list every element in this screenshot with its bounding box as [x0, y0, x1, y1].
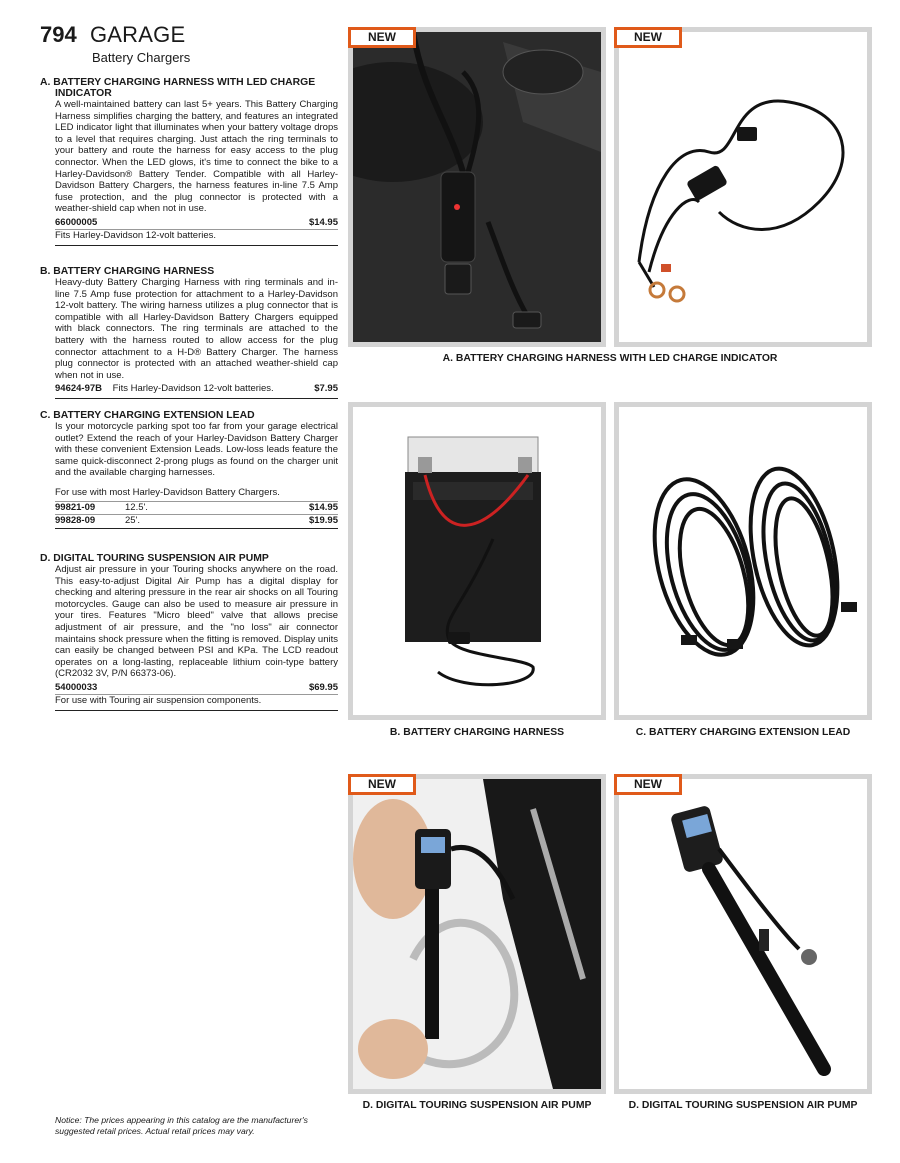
photo-a-product-image [619, 32, 867, 342]
product-c-row-1 [55, 502, 338, 514]
photo-a-product [614, 27, 872, 347]
product-b-description: Heavy-duty Battery Charging Harness with ring terminals and in-line 7.5 Amp fuse protection for attachment to a Harley-Davidson 12-volt battery. The wiring harness utilizes a plug connector that is compatible with all Harley-Davidson Battery Chargers equipped with black connectors. The ring terminals are attached to the battery with the harness routed to allow access for the plug connector attachment to a H-D® Battery Charger. The harness plug connector is protected with an attached weather-shield cap when not in use. [55, 277, 338, 381]
product-b [40, 266, 338, 399]
product-a-title [40, 77, 338, 99]
new-badge: NEW [614, 774, 682, 795]
price: $19.95 [308, 514, 338, 526]
harness-led-illustration [619, 32, 867, 342]
product-c-row-2 [55, 515, 338, 527]
price: $7.95 [314, 383, 338, 395]
caption-d1: D. DIGITAL TOURING SUSPENSION AIR PUMP [362, 1100, 592, 1111]
photo-d-in-use [348, 774, 606, 1094]
part-number: 66000005 [55, 216, 98, 228]
product-d-title-line1: DIGITAL TOURING SUSPENSION AIR PUMP [53, 553, 269, 564]
product-c-letter: C. [40, 410, 51, 421]
photo-b [348, 402, 606, 720]
product-a-title-line1: BATTERY CHARGING HARNESS WITH LED CHARGE [53, 77, 316, 88]
fitment: Fits Harley-Davidson 12-volt batteries. [55, 229, 217, 241]
product-c-note: For use with most Harley-Davidson Battery Chargers. [55, 486, 280, 498]
fitment: For use with Touring air suspension components. [55, 694, 262, 706]
price: $14.95 [308, 216, 338, 228]
photo-c [614, 402, 872, 720]
product-d-letter: D. [40, 553, 51, 564]
extension-lead-illustration [619, 407, 867, 715]
photo-d-in-use-image [353, 779, 601, 1089]
length: 12.5'. [125, 501, 148, 513]
caption-b: B. BATTERY CHARGING HARNESS [389, 727, 565, 738]
product-b-title [40, 266, 338, 277]
part-number: 94624-97B [55, 383, 103, 395]
caption-c: C. BATTERY CHARGING EXTENSION LEAD [635, 727, 851, 738]
harness-installed-illustration [353, 32, 601, 342]
product-b-letter: B. [40, 266, 51, 277]
divider [55, 245, 338, 246]
photo-b-image [353, 407, 601, 715]
new-badge: NEW [614, 27, 682, 48]
fitment: Fits Harley-Davidson 12-volt batteries. [112, 383, 274, 395]
price: $14.95 [308, 501, 338, 513]
section-title: GARAGE [90, 22, 186, 47]
divider [55, 710, 338, 711]
part-number: 99828-09 [55, 514, 96, 526]
divider [55, 528, 338, 529]
caption-d2: D. DIGITAL TOURING SUSPENSION AIR PUMP [628, 1100, 858, 1111]
new-badge: NEW [348, 774, 416, 795]
air-pump-in-use-illustration [353, 779, 601, 1089]
photo-a-installed-image [353, 32, 601, 342]
product-a-description: A well-maintained battery can last 5+ years. This Battery Charging Harness simplifies charging the battery, and features an integrated LED indicator light that illuminates when your battery voltage drops to a level that requires charging. Just attach the ring terminals to your battery and route the harness for easy access to the plug connector. When the LED glows, it's time to connect the bike to a Harley-Davidson® Battery Tender. Compatible with all Harley-Davidson Battery Chargers, the harness features in-line 7.5 Amp fuse protection, and the plug connector is protected with a weather-shield cap when not in use. [55, 99, 338, 215]
product-c-title [40, 410, 338, 421]
part-number: 54000033 [55, 681, 98, 693]
product-a [40, 77, 338, 246]
product-a-title-line2: INDICATOR [55, 88, 112, 99]
product-c-title-line1: BATTERY CHARGING EXTENSION LEAD [53, 410, 255, 421]
new-badge: NEW [348, 27, 416, 48]
caption-a: A. BATTERY CHARGING HARNESS WITH LED CHARGE INDICATOR [442, 353, 778, 364]
price-notice: Notice: The prices appearing in this catalog are the manufacturer's suggested retail prices. Actual retail prices may vary. [55, 1115, 308, 1136]
part-number: 99821-09 [55, 501, 96, 513]
price: $69.95 [308, 681, 338, 693]
photo-d-product [614, 774, 872, 1094]
battery-harness-illustration [353, 407, 601, 715]
product-d-title [40, 553, 338, 564]
product-d [40, 553, 338, 711]
divider [55, 398, 338, 399]
air-pump-product-illustration [619, 779, 867, 1089]
photo-a-installed [348, 27, 606, 347]
length: 25'. [125, 514, 141, 526]
product-c [40, 410, 338, 529]
page-number: 794 [40, 22, 77, 47]
product-a-price-row [55, 217, 338, 229]
section-subtitle: Battery Chargers [92, 50, 191, 65]
product-b-price-row [55, 383, 338, 395]
product-d-description: Adjust air pressure in your Touring shocks anywhere on the road. This easy-to-adjust Digital Air Pump has a digital display for checking and altering pressure in the rear air shocks on all Touring motorcycles. Gauge can also be used to measure air pressure in your tires. Features "Micro bleed" valve that allows precise adjustment of air pressure, and the "no loss" air connector maintains shock pressure when the fitting is removed. Display units can easily be changed between PSI and KPa. The LCD readout operates on a long-lasting, replaceable lithium coin-type battery (CR2032 3V, P/N 66373-06). [55, 564, 338, 680]
product-c-description: Is your motorcycle parking spot too far from your garage electrical outlet? Extend the reach of your Harley-Davidson Battery Charger with these convenient Extension Leads. Low-loss leads feature the same quick-disconnect 2-prong plugs as found on the charger unit and the available charging harnesses. [55, 421, 338, 479]
product-b-title-line1: BATTERY CHARGING HARNESS [53, 266, 215, 277]
product-d-price-row [55, 682, 338, 694]
photo-c-image [619, 407, 867, 715]
product-a-letter: A. [40, 77, 51, 88]
photo-d-product-image [619, 779, 867, 1089]
